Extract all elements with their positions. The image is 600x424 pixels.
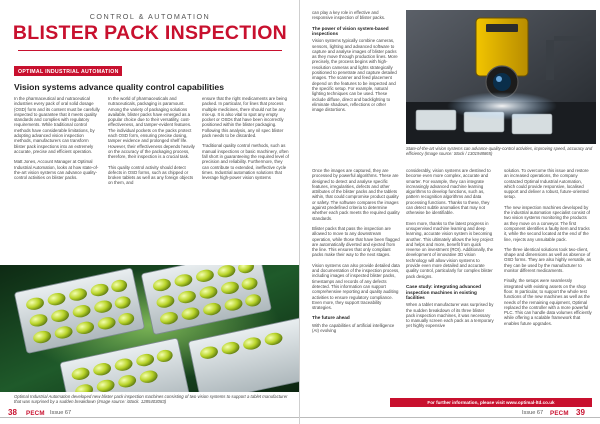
issue-label: Issue 67 <box>522 410 544 416</box>
right-page-footer <box>300 404 600 424</box>
photo-caption: Optimal Industrial Automation developed new blister pack inspection machines consisting of two vision systems to support a tablet manufacturer that was surprised by a sudden breakdown (Image source: iStock. 1285403083) <box>14 394 288 405</box>
page-number: 39 <box>576 408 585 417</box>
body-paragraph: Traditional quality control methods, such as manual inspections or basic machinery, often fall short in guaranteeing the required level of precision and reliability. Furthermore, they can contribute to extended, ineffective cycle times. Industrial automation solutions that leverage high-power vision systems <box>202 143 289 181</box>
subheading: Case study: integrating advanced inspection machines in existing facilities <box>406 283 482 301</box>
subheading: The future ahead <box>312 315 350 321</box>
body-paragraph: Even more, thanks to the latest progress in unsupervised machine learning and deep learning, accurate vision system is becoming another. This ultimately allows the key project and helps and more, benefit from quick reverse on investment (ROI). Additionally, the development of innovative 3D vision technology will allow vision systems to provide even more detailed and accurate quality control, particularly for complex blister pack designs. <box>406 220 494 279</box>
body-paragraph: In the pharmaceutical and nutraceutical industries every pack of oral solid dosage (OSD) form and its content must be carefully inspected to guarantee that it meets quality standards and complies with regulatory requirements. While traditional control methods have considerable limitations, by adopting advanced vision inspection methods, manufacturers can transform blister pack inspections into an extremely accurate, precise and efficient operation. <box>14 96 100 154</box>
blister-pack-illustration <box>0 265 300 392</box>
magazine-brand: PECM <box>26 409 45 417</box>
body-paragraph: With the capabilities of artificial intelligence (AI) evolving <box>312 322 395 333</box>
magazine-brand: PECM <box>550 409 569 417</box>
photo-caption: State-of-the-art vision systems can advance quality-control activities, improving speed, accuracy and efficiency (Image source: Stock / 1301948865) <box>406 146 593 157</box>
inspection-camera-illustration <box>406 10 596 144</box>
body-column-2 <box>108 96 195 264</box>
further-info-link-bar[interactable]: For further information, please visit www.optimal-ltd.co.uk <box>390 398 592 407</box>
vision-camera-photo <box>406 10 596 144</box>
body-column-a <box>312 168 400 394</box>
body-paragraph: The new inspection machines developed by the industrial automation specialist consist of two vision systems monitoring the products as they move on a conveyor. The first component identifies a faulty item and tracks it, while the second located at the end of the line, rejects any unsuitable pack. <box>504 204 590 242</box>
page-number: 38 <box>8 408 17 417</box>
body-paragraph: considerably, vision systems are destined to become even more complex, accurate and smarter. For example, they can integrate increasingly advanced machine learning algorithms to develop functions, such as, pattern recognition algorithms and data processing functions. Thanks to these, they can detect subtle anomalies that may not otherwise be identifiable. <box>406 168 491 216</box>
body-paragraph: In the world of pharmaceuticals and nutraceuticals, packaging is paramount. Among the variety of packaging solutions available, blister packs have emerged as a popular choice due to their versatility, cost-effectiveness, and tamper-evident features. The individual pockets on the packs protect each OSD form, ensuring precise dosing, tamper evidence and prolonged shelf life. However, their effectiveness depends heavily on the accuracy of the packaging process, therefore, their inspection is a crucial task. <box>108 96 195 160</box>
body-paragraph: The three identical solutions took two-client, shape and dimensions as well as absence of OSD forms. They are also highly versatile, as they can be used by the manufacturer to monitor different medicaments. <box>504 246 592 274</box>
body-paragraph: Once the images are captured, they are processed by powerful algorithms. These are designed to detect and analyse specific features, irregularities, defects and other attributes of the blister packs and the tablets within, that could compromise product quality or safety. The software compares the images against predefined criteria to determine whether each pack meets the required quality standards. <box>312 168 400 221</box>
article-standfirst: Vision systems advance quality control capabilities <box>14 82 224 92</box>
right-page <box>300 0 600 424</box>
footer-rule <box>300 417 600 418</box>
body-column-c <box>504 168 592 394</box>
issue-label: Issue 67 <box>50 410 72 416</box>
footer-rule <box>0 417 300 418</box>
left-page-footer <box>0 404 300 424</box>
body-paragraph: Matt Jones, Account Manager at Optimal Industrial Automation, looks at how state-of-the-art vision systems can advance quality-control activities on blister packs. <box>14 159 99 181</box>
body-paragraph: can play a key role in effective and responsive inspection of blister packs. <box>312 10 386 21</box>
article-headline: BLISTER PACK INSPECTION <box>12 22 288 44</box>
body-paragraph: Vision systems can also provide detailed data and documentation of the inspection process, including images of inspected blister packs, timestamps and records of any defects detected. This information can support comprehensive reporting and quality auditing activities to ensure regulatory compliance. Even more, they support traceability strategies. <box>312 262 400 311</box>
body-paragraph: Finally, the setups were seamlessly integrated with existing assets on the shop floor. In particular, to support the whole test functions of the new machines as well as the needs of the remaining equipment, Optimal replaced the controller with a more powerful PLC. This can handle data volumes efficiently while offering a scalable framework that enables future upgrades. <box>504 278 592 326</box>
right-intro-column <box>312 10 398 117</box>
body-paragraph: This quality control activity should detect defects in OSD forms, such as chipped or broken tablets as well as any foreign objects on them, and <box>108 164 194 186</box>
body-column-1 <box>14 96 101 264</box>
left-body-columns <box>14 96 290 264</box>
blister-pack-conveyor-photo <box>0 265 300 392</box>
company-section-label: OPTIMAL INDUSTRIAL AUTOMATION <box>14 66 122 76</box>
body-paragraph: solution. To overcome this issue and restore an increased operations, the company contacted Optimal Industrial Automation, which could provide responsive, localised support and deliver a robust, future-oriented setup. <box>504 168 589 200</box>
headline-rule <box>18 50 282 51</box>
body-paragraph: When a tablet manufacturer was surprised by the sudden breakdown of its three blister pack inspection machines, it was necessary to manually screen each pack as a temporary yet highly expensive <box>406 302 494 329</box>
body-paragraph: Blister packs that pass the inspection are allowed to move to any downstream operation, while those that have been flagged are automatically diverted and ejected from the line. This ensures that only compliant packs make their way to the next stages. <box>312 225 400 258</box>
section-kicker: CONTROL & AUTOMATION <box>89 12 211 21</box>
body-paragraph: ensure that the right medicaments are being packed. In particular, for lines that process multiple medicines, there should not be any mix-up. It is also vital to spot any empty pocket or OSDs that have been incorrectly positioned within the blister packaging. Following this analysis, any nil spec blister pack needs to be discarded. <box>202 96 287 139</box>
subheading: The power of vision system-based inspections <box>312 25 389 37</box>
body-column-3 <box>202 96 289 264</box>
body-paragraph: Vision systems typically combine cameras, sensors, lighting and advanced software to capture and analyse images of blister packs as they move through production lines. More precisely, the process begins with high-resolution cameras and lights strategically positioned to penetrate and capture detailed images. The scanner and feed placement depend on the features to be inspected and the specific setup. For example, natural lighting techniques can be used. These include diffuse, direct and backlighting to eliminate shadows, reflections or other image distortions. <box>312 38 398 113</box>
body-column-b <box>406 168 494 394</box>
